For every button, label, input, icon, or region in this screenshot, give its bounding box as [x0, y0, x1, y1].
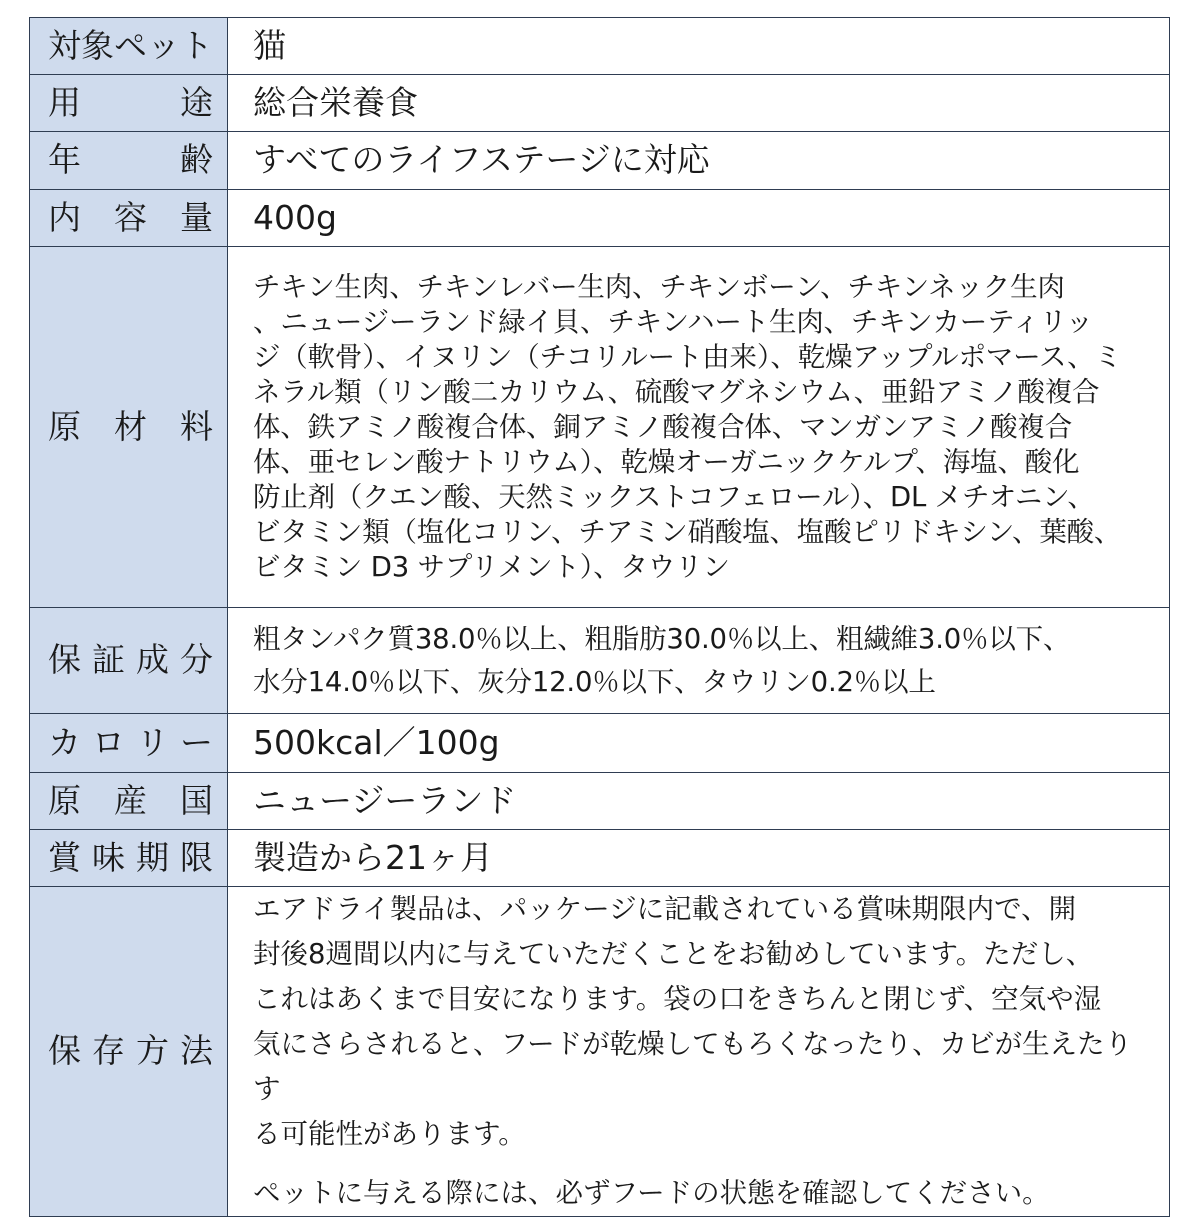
volume-value: 400g: [253, 197, 337, 237]
value-cell: [228, 75, 1170, 132]
value-cell: [228, 247, 1170, 608]
calories-value: 500kcal／100g: [253, 722, 500, 762]
volume-label: 内 容 量: [48, 197, 213, 237]
label-cell: [30, 773, 228, 830]
ingredients-line: 防止剤（クエン酸、天然ミックストコフェロール）、DL メチオニン、: [253, 480, 1095, 513]
guaranteed-analysis-label: 保証成分: [48, 640, 213, 680]
label-cell: [30, 75, 228, 132]
expiry-label: 賞味期限: [48, 837, 213, 877]
row-origin: [30, 773, 1170, 830]
analysis-line: 粗タンパク質38.0％以上、粗脂肪30.0％以上、粗繊維3.0％以下、: [253, 622, 1071, 655]
value-cell: [228, 190, 1170, 247]
row-target-pet: [30, 18, 1170, 75]
label-cell: [30, 190, 228, 247]
label-cell: [30, 247, 228, 608]
ingredients-line: 体、亜セレン酸ナトリウム）、乾燥オーガニックケルプ、海塩、酸化: [253, 445, 1080, 478]
ingredients-line: 体、鉄アミノ酸複合体、銅アミノ酸複合体、マンガンアミノ酸複合: [253, 410, 1072, 443]
value-cell: [228, 714, 1170, 773]
row-volume: [30, 190, 1170, 247]
value-cell: [228, 830, 1170, 887]
row-age: [30, 132, 1170, 190]
ingredients-line: ジ（軟骨）、イヌリン（チコリルート由来）、乾燥アップルポマース、ミ: [253, 340, 1122, 373]
ingredients-text: [253, 270, 1153, 585]
storage-label: 保存方法: [48, 1031, 213, 1071]
ingredients-line: チキン生肉、チキンレバー生肉、チキンボーン、チキンネック生肉: [253, 270, 1065, 303]
value-cell: [228, 608, 1170, 714]
label-cell: [30, 887, 228, 1217]
label-cell: [30, 714, 228, 773]
storage-line: これはあくまで目安になります。袋の口をきちんと閉じず、空気や湿: [253, 983, 1102, 1015]
target-pet-label: 対象ペット: [48, 25, 213, 65]
age-value: すべてのライフステージに対応: [253, 140, 710, 180]
storage-line: る可能性があります。: [253, 1118, 526, 1150]
label-cell: [30, 18, 228, 75]
ingredients-line: ネラル類（リン酸二カリウム、硫酸マグネシウム、亜鉛アミノ酸複合: [253, 375, 1100, 408]
label-cell: [30, 132, 228, 190]
calories-label: カロリー: [48, 722, 213, 762]
row-calories: [30, 714, 1170, 773]
value-cell: [228, 132, 1170, 190]
storage-line: エアドライ製品は、パッケージに記載されている賞味期限内で、開: [253, 893, 1077, 925]
ingredients-label: 原 材 料: [48, 406, 213, 446]
label-cell: [30, 608, 228, 714]
target-pet-value: 猫: [253, 25, 286, 65]
row-ingredients: [30, 247, 1170, 608]
storage-note: ペットに与える際には、必ずフードの状態を確認してください。: [253, 1177, 1050, 1209]
row-purpose: [30, 75, 1170, 132]
value-cell: [228, 18, 1170, 75]
row-expiry: [30, 830, 1170, 887]
row-guaranteed-analysis: [30, 608, 1170, 714]
ingredients-line: 、ニュージーランド緑イ貝、チキンハート生肉、チキンカーティリッ: [253, 305, 1093, 338]
storage-paragraph: [253, 887, 1153, 1157]
purpose-value: 総合栄養食: [253, 82, 418, 122]
row-storage: [30, 887, 1170, 1217]
ingredients-line: ビタミン類（塩化コリン、チアミン硝酸塩、塩酸ピリドキシン、葉酸、: [253, 515, 1122, 548]
analysis-line: 水分14.0％以下、灰分12.0％以下、タウリン0.2％以上: [253, 665, 936, 698]
product-spec-table: [29, 17, 1170, 1217]
storage-line: 封後8週間以内に与えていただくことをお勧めしています。ただし、: [253, 938, 1094, 970]
ingredients-line: ビタミン D3 サプリメント）、タウリン: [253, 550, 730, 583]
origin-value: ニュージーランド: [253, 780, 517, 820]
storage-line: 気にさらされると、フードが乾燥してもろくなったり、カビが生えたりす: [253, 1028, 1133, 1105]
value-cell: [228, 773, 1170, 830]
purpose-label: 用 途: [48, 82, 213, 122]
expiry-value: 製造から21ヶ月: [253, 837, 493, 877]
label-cell: [30, 830, 228, 887]
guaranteed-analysis-text: [253, 618, 1153, 704]
value-cell: [228, 887, 1170, 1217]
origin-label: 原 産 国: [48, 780, 213, 820]
age-label: 年 齢: [48, 140, 213, 180]
